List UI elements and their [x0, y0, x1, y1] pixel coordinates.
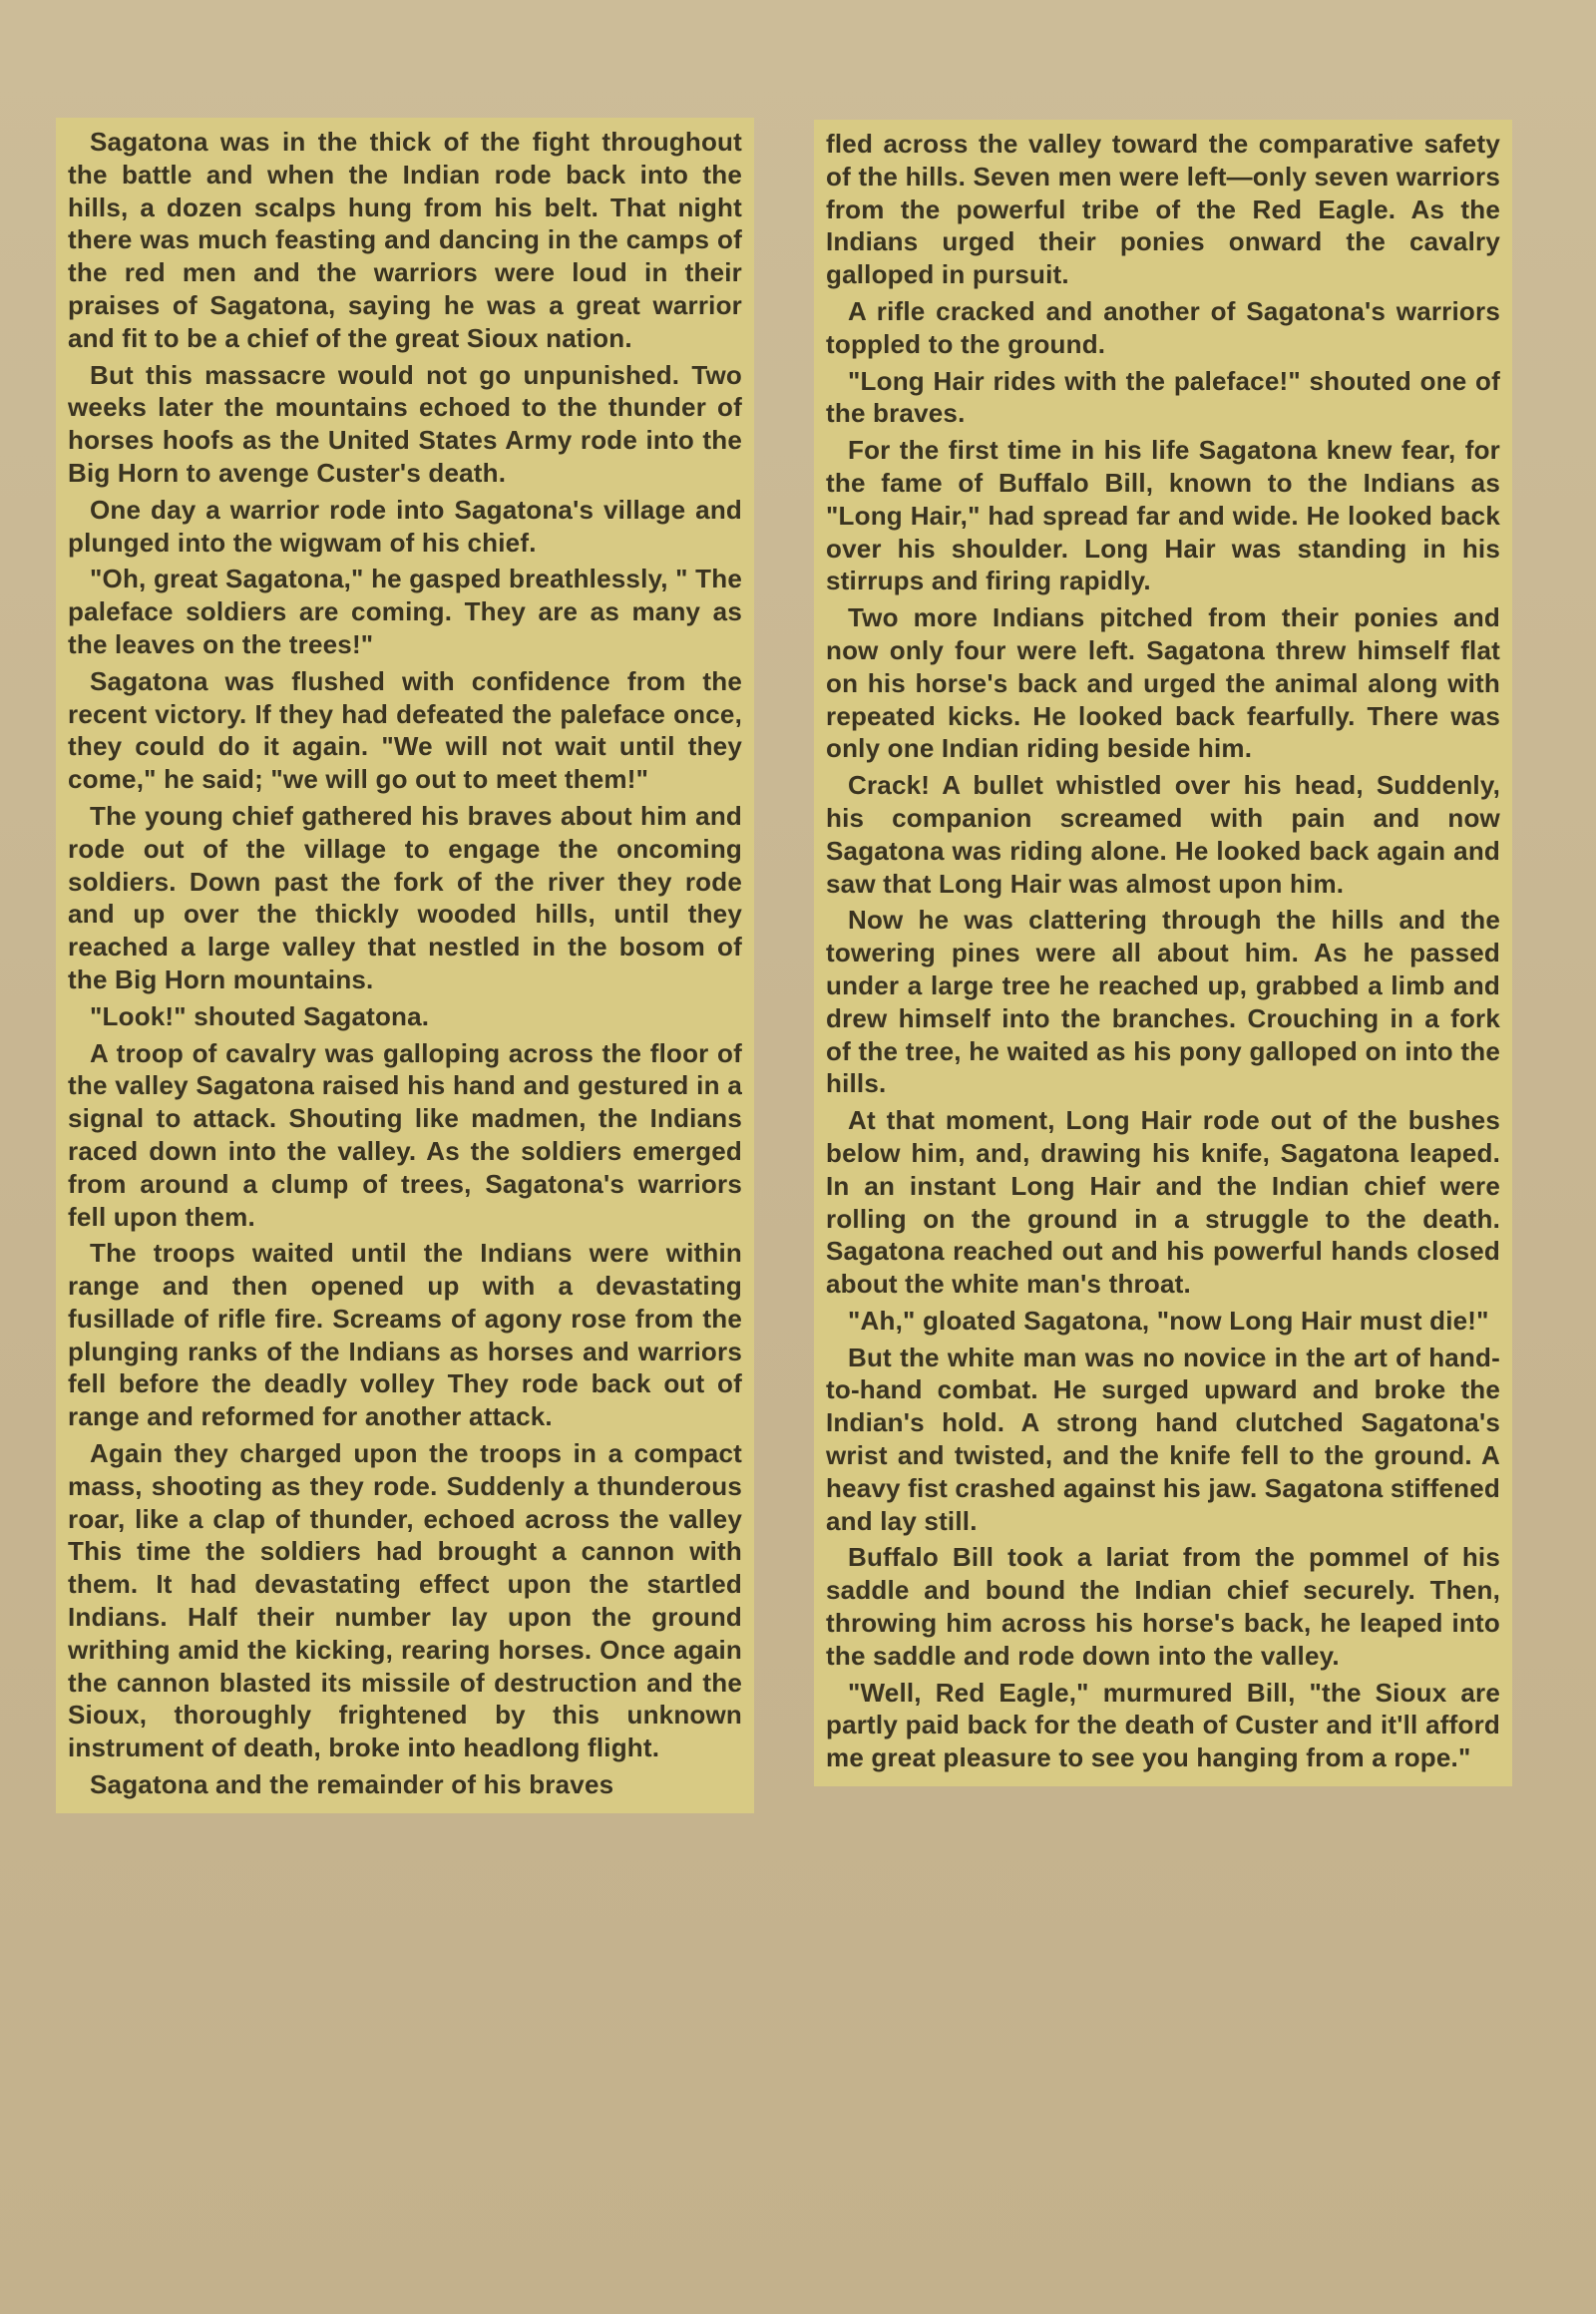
paragraph: The young chief gathered his braves about him and rode out of the village to engage the oncoming soldiers. Down past the fork of the river they rode and up over the thickly wooded hills, until they reached a large valley that nestled in the bosom of the Big Horn mountains.	[68, 800, 742, 994]
paragraph: Two more Indians pitched from their ponies and now only four were left. Sagatona threw himself flat on his horse's back and urged the animal along with repeated kicks. He looked back fearfully. There was only one Indian riding beside him.	[826, 602, 1500, 764]
paragraph: Buffalo Bill took a lariat from the pommel of his saddle and bound the Indian chief securely. Then, throwing him across his horse's back, he leaped into the saddle and rode down into the valley.	[826, 1542, 1500, 1671]
paragraph: "Ah," gloated Sagatona, "now Long Hair must die!"	[848, 1305, 1489, 1336]
paragraph: Now he was clattering through the hills and the towering pines were all about him. As he passed under a large tree he reached up, grabbed a limb and drew himself into the branches. Crouching in a fork of the tree, he waited as his pony galloped on into the hills.	[826, 905, 1500, 1099]
paragraph: At that moment, Long Hair rode out of the bushes below him, and, drawing his knife, Sagatona leaped. In an instant Long Hair and the Indian chief were rolling on the ground in a struggle to the death. Sagatona reached out and his powerful hands closed about the white man's throat.	[826, 1105, 1500, 1300]
paragraph: But the white man was no novice in the art of hand-to-hand combat. He surged upward and broke the Indian's hold. A strong hand clutched Sagatona's wrist and twisted, and the knife fell to the ground. A heavy fist crashed against his jaw. Sagatona stiffened and lay still.	[826, 1342, 1500, 1536]
paragraph: Sagatona was flushed with confidence from the recent victory. If they had defeated the paleface once, they could do it again. "We will not wait until they come," he said; "we will go out to meet them!"	[68, 665, 742, 795]
paragraph: "Long Hair rides with the paleface!" shouted one of the braves.	[826, 365, 1500, 429]
paragraph: Crack! A bullet whistled over his head, Suddenly, his companion screamed with pain and now Sagatona was riding alone. He looked back again and saw that Long Hair was almost upon him.	[826, 770, 1500, 899]
paragraph: A troop of cavalry was galloping across the floor of the valley Sagatona raised his hand and gestured in a signal to attack. Shouting like madmen, the Indians raced down into the valley. As the soldiers emerged from around a clump of trees, Sagatona's warriors fell upon them.	[68, 1037, 742, 1232]
paragraph: "Well, Red Eagle," murmured Bill, "the Sioux are partly paid back for the death of Custer and it'll afford me great pleasure to see you hanging from a rope."	[826, 1677, 1500, 1773]
paragraph: Again they charged upon the troops in a compact mass, shooting as they rode. Suddenly a thunderous roar, like a clap of thunder, echoed across the valley This time the soldiers had brought a cannon with them. It had devastating effect upon the startled Indians. Half their number lay upon the ground writhing amid the kicking, rearing horses. Once again the cannon blasted its missile of destruction and the Sioux, thoroughly frightened by this unknown instrument of death, broke into headlong flight.	[68, 1438, 742, 1763]
left-column	[56, 118, 754, 1813]
paragraph: "Look!" shouted Sagatona.	[90, 1000, 430, 1031]
paragraph: "Oh, great Sagatona," he gasped breathlessly, " The paleface soldiers are coming. They are as many as the leaves on the trees!"	[68, 564, 742, 659]
right-column	[814, 120, 1512, 1786]
paragraph: The troops waited until the Indians were within range and then opened up with a devastating fusillade of rifle fire. Screams of agony rose from the plunging ranks of the Indians as horses and warriors fell before the deadly volley They rode back out of range and reformed for another attack.	[68, 1238, 742, 1432]
paragraph: Sagatona and the remainder of his braves	[90, 1769, 614, 1800]
paragraph: For the first time in his life Sagatona knew fear, for the fame of Buffalo Bill, known to the Indians as "Long Hair," had spread far and wide. He looked back over his shoulder. Long Hair was standing in his stirrups and firing rapidly.	[826, 435, 1500, 596]
paragraph: fled across the valley toward the comparative safety of the hills. Seven men were left—only seven warriors from the powerful tribe of the Red Eagle. As the Indians urged their ponies onward the cavalry galloped in pursuit.	[826, 129, 1500, 290]
paragraph: But this massacre would not go unpunished. Two weeks later the mountains echoed to the thunder of horses hoofs as the United States Army rode into the Big Horn to avenge Custer's death.	[68, 359, 742, 488]
paragraph: A rifle cracked and another of Sagatona's warriors toppled to the ground.	[826, 295, 1500, 359]
paragraph: One day a warrior rode into Sagatona's village and plunged into the wigwam of his chief.	[68, 494, 742, 558]
paragraph: Sagatona was in the thick of the fight throughout the battle and when the Indian rode back into the hills, a dozen scalps hung from his belt. That night there was much feasting and dancing in the camps of the red men and the warriors were loud in their praises of Sagatona, saying he was a great warrior and fit to be a chief of the great Sioux nation.	[68, 127, 742, 353]
